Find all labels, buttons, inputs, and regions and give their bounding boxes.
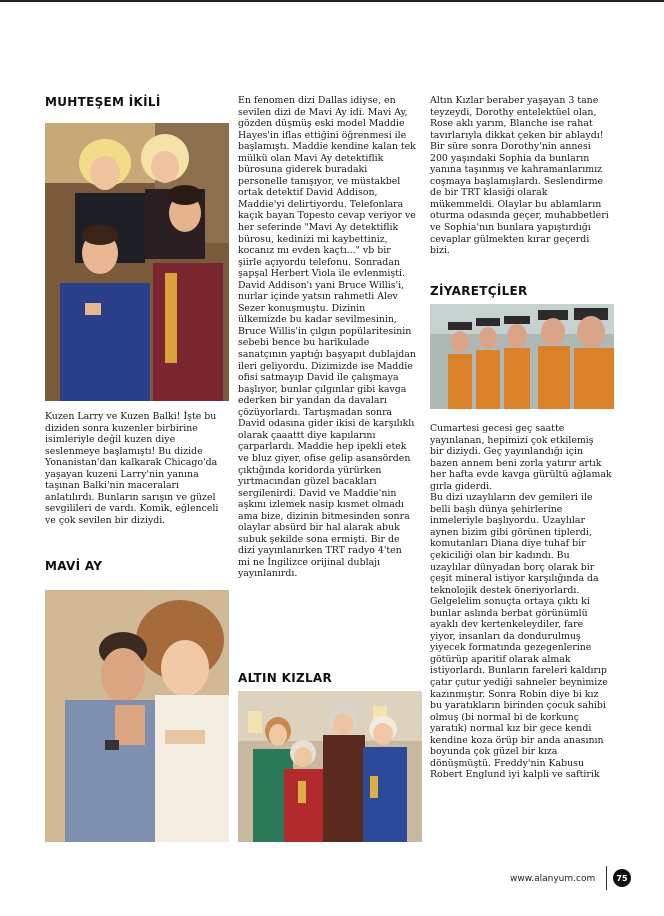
article-altin-kizlar	[430, 95, 614, 257]
top-rule	[0, 0, 664, 2]
body-muhtesem-ikili: Kuzen Larry ve Kuzen Balki! İşte bu diziden sonra kuzenler birbirine isimleriyle değil kuzen diye seslenmeye başlamıştı! Bu dizide Yonanistan'dan kalkarak Chicago'da yaşayan kuzeni Larry'nin yanına taşınan Balki'nin maceraları anlatılırdı. Bunların sarışın ve güzel sevgilileri de vardı. Komik, eğlenceli ve çok sevilen bir diziydi.	[45, 411, 219, 526]
photo-mavi-ay	[45, 590, 229, 842]
page-number: 75	[613, 869, 631, 887]
heading-muhtesem-ikili: MUHTEŞEM İKİLİ	[45, 95, 161, 109]
heading-altin-kizlar: ALTIN KIZLAR	[238, 671, 333, 685]
photo-altin-kizlar	[238, 691, 422, 842]
photo-muhtesem-ikili	[45, 123, 229, 401]
body-altin-kizlar: Altın Kızlar beraber yaşayan 3 tane teyzeydi, Dorothy entelektüel olan, Rose aklı yarım, Blanche ise rahat tavırlarıyla dikkat çeken bir ablaydı! Bir süre sonra Dorothy'nin annesi 200 yaşındaki Sophia da bunların yanına taşınmış ve kahramanlarımız coşmaya başlamışlardı. Seslendirme de bir TRT klasiği olarak mükemmeldi. Olaylar bu ablamların oturma odasında geçer, muhabbetleri ve Sophia'nın bunlara yapıştırdığı cevaplar gülmekten kırar geçerdi bizi.	[430, 95, 609, 257]
article-mavi-ay	[238, 95, 422, 580]
body-ziyaretciler: Cumartesi gecesi geç saatte yayınlanan, hepimizi çok etkilemiş bir diziydi. Geç yayınlandığı için bazen annem beni zorla yatırır artık her hafta evde kavga gürültü ağlamak gırla giderdi. Bu dizi uzaylıların dev gemileri ile belli başlı dünya şehirlerine inmeleriyle başlıyordu. Uzaylılar aynen bizim gibi görünen tiplerdi, komutanları Diana diye tuhaf bir çekiciliği olan bir kadındı. Bu uzaylılar dünyadan borç olarak bir çeşit mineral istiyor karşılığında da teknolojik destek öneriyorlardı. Gelgelelim sonuçta ortaya çıktı ki bunlar aslında berbat görünümlü ayaklı dev kertenkeleydiler, fare yiyor, insanları da dondurulmuş yiyecek formatında gezegenlerine götürüp aparitif olarak almak istiyorlardı. Bunların fareleri kaldırıp çatır çutur yediği sahneler beynimize kazınmıştır. Sonra Robin diye bi kız bu yaratıkların birinden çocuk sahibi olmuş (bi normal bi de korkunç yaratık) normal kız bir gece kendi kendine koza örüp bir anda anasının boyunda çok güzel bir kıza dönüşmüştü. Freddy'nin Kabusu Robert Englund iyi kalpli ve saftirik	[430, 423, 612, 781]
article-ziyaretciler	[430, 423, 614, 781]
footer-url[interactable]: www.alanyum.com	[510, 874, 596, 884]
heading-ziyaretciler: ZİYARETÇİLER	[430, 284, 528, 298]
heading-mavi-ay: MAVİ AY	[45, 559, 103, 573]
article-muhtesem-ikili	[45, 411, 229, 526]
body-mavi-ay: En fenomen dizi Dallas idiyse, en sevilen dizi de Mavi Ay idi. Mavi Ay, gözden düşmüş eski model Maddie Hayes'in iflas ettiğini öğrenmesi ile başlamıştı. Maddie kendine kalan tek mülkü olan Mavi Ay detektiflik bürosuna giderek buradaki personelle tanışıyor, ve müstakbel ortak detektif David Addison, Maddie'yi delirtiyordu. Telefonlara kaçık bayan Topesto cevap veriyor ve her seferinde "Mavi Ay detektiflik bürosu, kedinizi mi kaybettiniz, kocanız mı evden kaçtı..." vb bir şiirle açıyordu telefonu. Sonradan şapşal Herbert Viola ile evlenmişti. David Addison'ı yani Bruce Willis'i, nurlar içinde yatsın rahmetli Alev Sezer konuşmuştu. Dizinin ülkemizde bu kadar sevilmesinin, Bruce Willis'in çılgın popülaritesinin sebebi bence bu harikulade sanatçının yaptığı başyapıt dublajdan ileri geliyordu. Dizimizde ise Maddie ofisi satmayıp David ile çalışmaya başlıyor, bunlar çılgınlar gibi kavga ederken bir yandan da davaları çözüyorlardı. Tartışmadan sonra David odasına gider ikisi de karşılıklı olarak çaaattt diye kapılarını çarparlardı. Maddie hep ipekli etek ve bluz giyer, ofise gelip asansörden çıktığında koridorda yürürken yırtmacından güzel bacakları sergilenirdi. David ve Maddie'nin aşkını izlemek nasip kısmet olmadı ama bize, dizinin bitmesinden sonra olaylar absürd bir hal alarak abuk subuk şekilde sona ermişti. Bir de dizi yayınlanırken TRT radyo 4'ten mi ne İngilizce orijinal dublajı yayınlanırdı.	[238, 95, 416, 580]
photo-ziyaretciler	[430, 304, 614, 409]
footer-divider	[606, 866, 607, 890]
